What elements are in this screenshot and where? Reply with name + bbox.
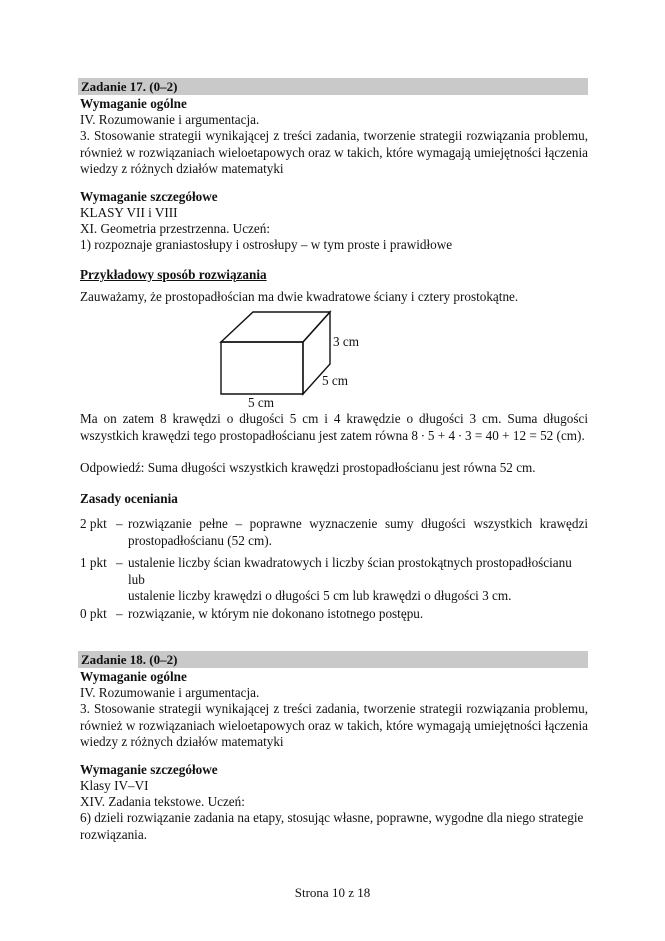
scoring-text: rozwiązanie pełne – poprawne wyznaczenie sumy długości wszystkich krawędzi prostopadłościanu (52 cm). xyxy=(128,516,588,548)
page-number: Strona 10 z 18 xyxy=(294,885,371,900)
scoring-dash: – xyxy=(116,606,123,621)
cuboid-top-face xyxy=(221,312,330,342)
scoring-text: rozwiązanie, w którym nie dokonano istotnego postępu. xyxy=(128,606,424,621)
task17-detail-heading: Wymaganie szczegółowe xyxy=(80,189,218,204)
cuboid-width-label: 5 cm xyxy=(248,395,275,410)
cuboid-front-face xyxy=(221,342,303,394)
task17-answer: Odpowiedź: Suma długości wszystkich krawędzi prostopadłościanu jest równa 52 cm. xyxy=(80,460,536,475)
scoring-dash: – xyxy=(116,516,123,531)
scoring-text-line-2: ustalenie liczby krawędzi o długości 5 cm lub krawędzi o długości 3 cm. xyxy=(128,588,512,603)
scoring-points: 0 pkt xyxy=(80,606,107,621)
cuboid-figure xyxy=(215,308,375,408)
task18-detail-heading: Wymaganie szczegółowe xyxy=(80,762,218,777)
task17-detail-line-2: XI. Geometria przestrzenna. Uczeń: xyxy=(80,221,271,236)
task17-detail-line-1: KLASY VII i VIII xyxy=(80,205,178,220)
task17-general-line-1: IV. Rozumowanie i argumentacja. xyxy=(80,112,260,127)
task17-solution-heading: Przykładowy sposób rozwiązania xyxy=(80,267,267,282)
task17-general-heading: Wymaganie ogólne xyxy=(80,96,187,111)
task17-detail-line-3: 1) rozpoznaje graniastosłupy i ostrosłupy – w tym proste i prawidłowe xyxy=(80,237,453,252)
task18-general-heading: Wymaganie ogólne xyxy=(80,669,187,684)
scoring-points: 1 pkt xyxy=(80,555,107,570)
scoring-or: lub xyxy=(128,571,145,587)
cuboid-height-label: 3 cm xyxy=(333,334,360,349)
cuboid-depth-label: 5 cm xyxy=(322,373,349,388)
task17-general-line-2: 3. Stosowanie strategii wynikającej z treści zadania, tworzenie strategii rozwiązania problemu, również w rozwiązaniach wieloetapowych oraz w takich, które wymagają umiejętności łączenia wiedzy z różnych działów matematyki xyxy=(80,128,588,176)
task18-detail-line-1: Klasy IV–VI xyxy=(80,778,149,793)
task17-solution-text: Ma on zatem 8 krawędzi o długości 5 cm i 4 krawędzie o długości 3 cm. Suma długości wszystkich krawędzi tego prostopadłościanu jest zatem równa 8 ∙ 5 + 4 ∙ 3 = 40 + 12 = 52 (cm). xyxy=(80,411,588,443)
task18-general-line-2: 3. Stosowanie strategii wynikającej z treści zadania, tworzenie strategii rozwiązania problemu, również w rozwiązaniach wieloetapowych oraz w takich, które wymagają umiejętności łączenia wiedzy z różnych działów matematyki xyxy=(80,701,588,749)
task18-detail-line-2: XIV. Zadania tekstowe. Uczeń: xyxy=(80,794,245,809)
task18-general-line-1: IV. Rozumowanie i argumentacja. xyxy=(80,685,260,700)
scoring-points: 2 pkt xyxy=(80,516,107,531)
task18-header: Zadanie 18. (0–2) xyxy=(78,651,588,668)
task17-solution-intro: Zauważamy, że prostopadłościan ma dwie kwadratowe ściany i cztery prostokątne. xyxy=(80,289,519,304)
task17-header: Zadanie 17. (0–2) xyxy=(78,78,588,95)
scoring-dash: – xyxy=(116,555,123,570)
task17-scoring-heading: Zasady oceniania xyxy=(80,491,178,506)
scoring-text xyxy=(128,555,588,605)
scoring-text-line-1: ustalenie liczby ścian kwadratowych i liczby ścian prostokątnych prostopadłościanu xyxy=(128,555,572,570)
task18-detail-line-3: 6) dzieli rozwiązanie zadania na etapy, stosując własne, poprawne, wygodne dla niego strategie rozwiązania. xyxy=(80,810,584,842)
